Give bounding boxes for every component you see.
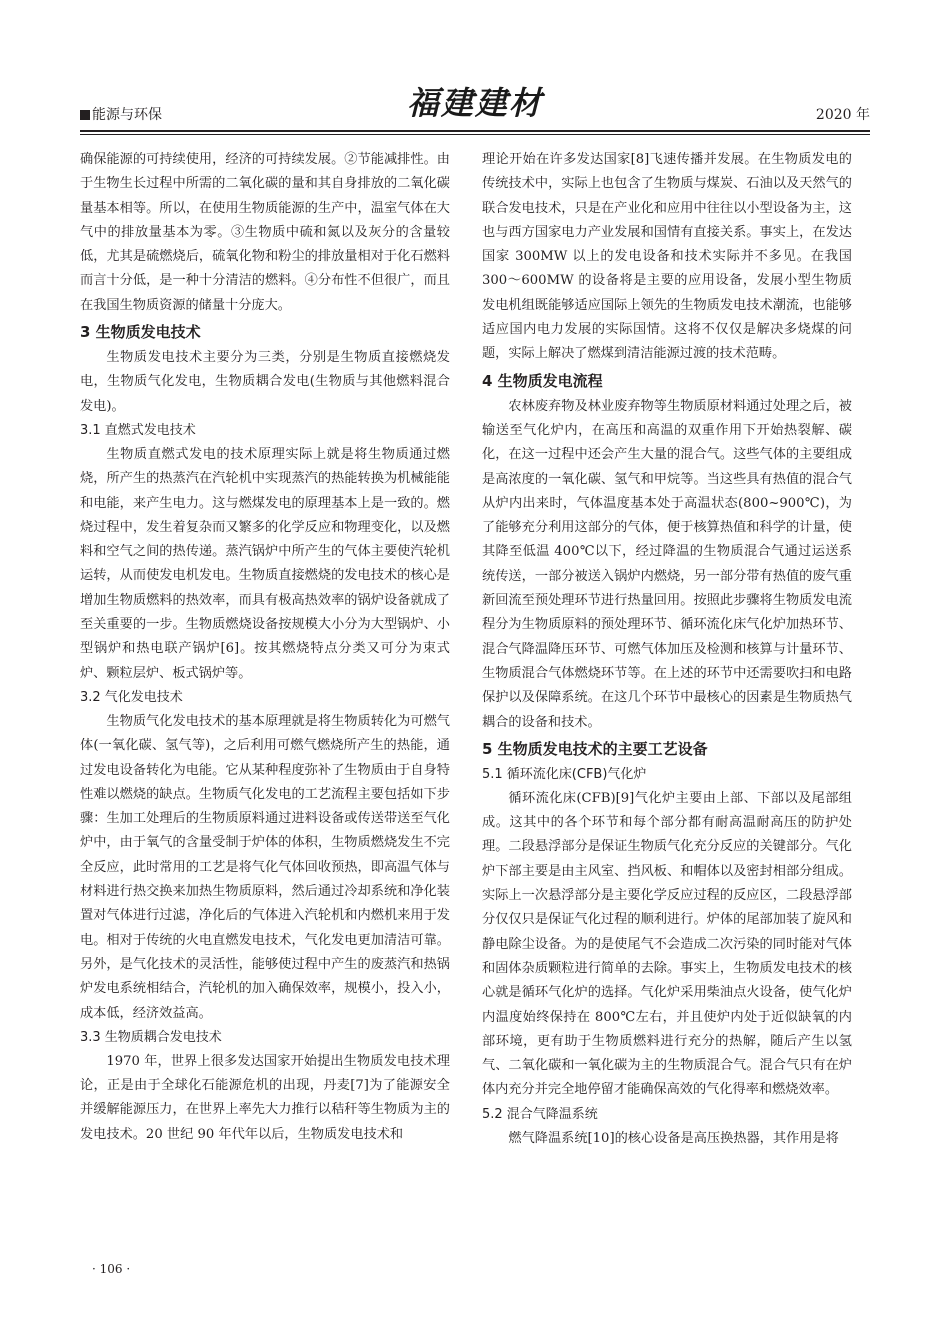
- section-label: [80, 104, 162, 124]
- left-column: [80, 148, 450, 1147]
- paragraph: 生物质气化发电技术的基本原理就是将生物质转化为可燃气体(一氧化碳、氢气等)，之后利用可燃气燃烧所产生的热能，通过发电设备转化为电能。它从某种程度弥补了生物质由于自身特性难以燃烧的缺点。生物质气化发电的工艺流程主要包括如下步骤：生加工处理后的生物质原料通过进料设备或传送带送至气化炉中，由于氧气的含量受制于炉体的体积，生物质燃烧发生不完全反应，此时常用的工艺是将气化气体回收预热，即高温气体与材料进行热交换来加热生物质原料，然后通过冷却系统和净化装置对气体进行过滤，净化后的气体进入汽轮机和内燃机来用于发电。相对于传统的火电直燃发电技术，气化发电更加清洁可靠。另外，是气化技术的灵活性，能够使过程中产生的废蒸汽和热锅炉发电系统相结合，汽轮机的加入确保效率，规模小，投入小，成本低，经济效益高。: [80, 713, 450, 1021]
- header-rule-thin: [80, 134, 870, 135]
- heading-section-4: 4 生物质发电流程: [482, 371, 603, 390]
- section-label-text: 能源与环保: [92, 107, 162, 123]
- paragraph: 燃气降温系统[10]的核心设备是高压换热器，其作用是将: [508, 1130, 839, 1146]
- paragraph: 1970 年，世界上很多发达国家开始提出生物质发电技术理论，正是由于全球化石能源危机的出现，丹麦[7]为了能源安全并缓解能源压力，在世界上率先大力推行以秸秆等生物质为主的发电技术。20 世纪 90 年代年以后，生物质发电技术和: [80, 1053, 450, 1142]
- heading-section-3-1: 3.1 直燃式发电技术: [80, 422, 196, 438]
- header-rule: [80, 130, 870, 132]
- heading-section-3-2: 3.2 气化发电技术: [80, 689, 183, 705]
- header-year: 2020 年: [815, 107, 870, 123]
- paragraph: 理论开始在许多发达国家[8]飞速传播并发展。在生物质发电的传统技术中，实际上也包含了生物质与煤炭、石油以及天然气的联合发电技术，只是在产业化和应用中往往以小型设备为主，这也与西方国家电力产业发展和国情有直接关系。事实上，在发达国家 300MW 以上的发电设备和技术实际并不多见。在我国 300～600MW 的设备将是主要的应用设备，发展小型生物质发电机组既能够适应国际上领先的生物质发电技术潮流，也能够适应国内电力发展的实际国情。这将不仅仅是解决多烧煤的问题，实际上解决了燃煤到清洁能源过渡的技术范畴。: [482, 152, 852, 362]
- paragraph: 农林废弃物及林业废弃物等生物质原材料通过处理之后，被输送至气化炉内，在高压和高温的双重作用下开始热裂解、碳化，在这一过程中还会产生大量的混合气。这些气体的主要组成是高浓度的一氧化碳、氢气和甲烷等。当这些具有热值的混合气从炉内出来时，气体温度基本处于高温状态(800~900℃)，为了能够充分利用这部分的气体，便于核算热值和科学的计量，使其降至低温 400℃以下，经过降温的生物质混合气通过运送系统传送，一部分被送入锅炉内燃烧，另一部分带有热值的废气重新回流至预处理环节进行热量回用。按照此步骤将生物质发电流程分为生物质原料的预处理环节、循环流化床气化炉加热环节、混合气降温降压环节、可燃气体加压及检测和核算与计量环节、生物质混合气体燃烧环节等。在上述的环节中还需要吹扫和电路保护以及保障系统。在这几个环节中最核心的因素是生物质热气耦合的设备和技术。: [482, 398, 852, 730]
- paragraph: 生物质直燃式发电的技术原理实际上就是将生物质通过燃烧，所产生的热蒸汽在汽轮机中实现蒸汽的热能转换为机械能能和电能，来产生电力。这与燃煤发电的原理基本上是一致的。燃烧过程中，发生着复杂而又繁多的化学反应和物理变化，以及燃料和空气之间的热传递。蒸汽锅炉中所产生的气体主要使汽轮机运转，从而使发电机发电。生物质直接燃烧的发电技术的核心是增加生物质燃料的热效率，而具有极高热效率的锅炉设备就成了至关重要的一步。生物质燃烧设备按规模大小分为大型锅炉、小型锅炉和热电联产锅炉[6]。按其燃烧特点分类又可分为束式炉、颗粒层炉、板式锅炉等。: [80, 446, 450, 681]
- paragraph: 生物质发电技术主要分为三类，分别是生物质直接燃烧发电，生物质气化发电，生物质耦合发电(生物质与其他燃料混合发电)。: [80, 350, 450, 414]
- heading-section-3: 3 生物质发电技术: [80, 323, 201, 342]
- square-bullet-icon: [80, 110, 90, 120]
- heading-section-5: 5 生物质发电技术的主要工艺设备: [482, 739, 708, 758]
- journal-logo: 福建建材: [406, 84, 543, 122]
- paragraph: 循环流化床(CFB)[9]气化炉主要由上部、下部以及尾部组成。这其中的各个环节和每个部分都有耐高温耐高压的防护处理。二段悬浮部分是保证生物质气化充分反应的关键部分。气化炉下部主要是由主风室、挡风板、和帽体以及密封相部分组成。实际上一次悬浮部分是主要化学反应过程的反应区，二段悬浮部分仅仅只是保证气化过程的顺利进行。炉体的尾部加装了旋风和静电除尘设备。为的是使尾气不会造成二次污染的同时能对气体和固体杂质颗粒进行简单的去除。事实上，生物质发电技术的核心就是循环气化炉的选择。气化炉采用柴油点火设备，使气化炉内温度始终保持在 800℃左右，并且使炉内处于近似缺氧的内部环境，更有助于生物质燃料进行充分的热解，随后产生以氢气、二氧化碳和一氧化碳为主的生物质混合气。混合气只有在炉体内充分并完全地停留才能确保高效的气化得率和燃烧效率。: [482, 790, 852, 1098]
- page-header: [80, 82, 870, 128]
- right-column: [482, 148, 852, 1151]
- heading-section-5-2: 5.2 混合气降温系统: [482, 1106, 598, 1122]
- heading-section-5-1: 5.1 循环流化床(CFB)气化炉: [482, 766, 647, 782]
- heading-section-3-3: 3.3 生物质耦合发电技术: [80, 1029, 222, 1045]
- paragraph: 确保能源的可持续使用，经济的可持续发展。②节能减排性。由于生物生长过程中所需的二氧化碳的量和其自身排放的二氧化碳量基本相等。所以，在使用生物质能源的生产中，温室气体在大气中的排放量基本为零。③生物质中硫和氮以及灰分的含量较低，尤其是硫燃烧后，硫氧化物和粉尘的排放量相对于化石燃料而言十分低，是一种十分清洁的燃料。④分布性不但很广，而且在我国生物质资源的储量十分庞大。: [80, 152, 450, 313]
- page-number: · 106 ·: [92, 1262, 131, 1276]
